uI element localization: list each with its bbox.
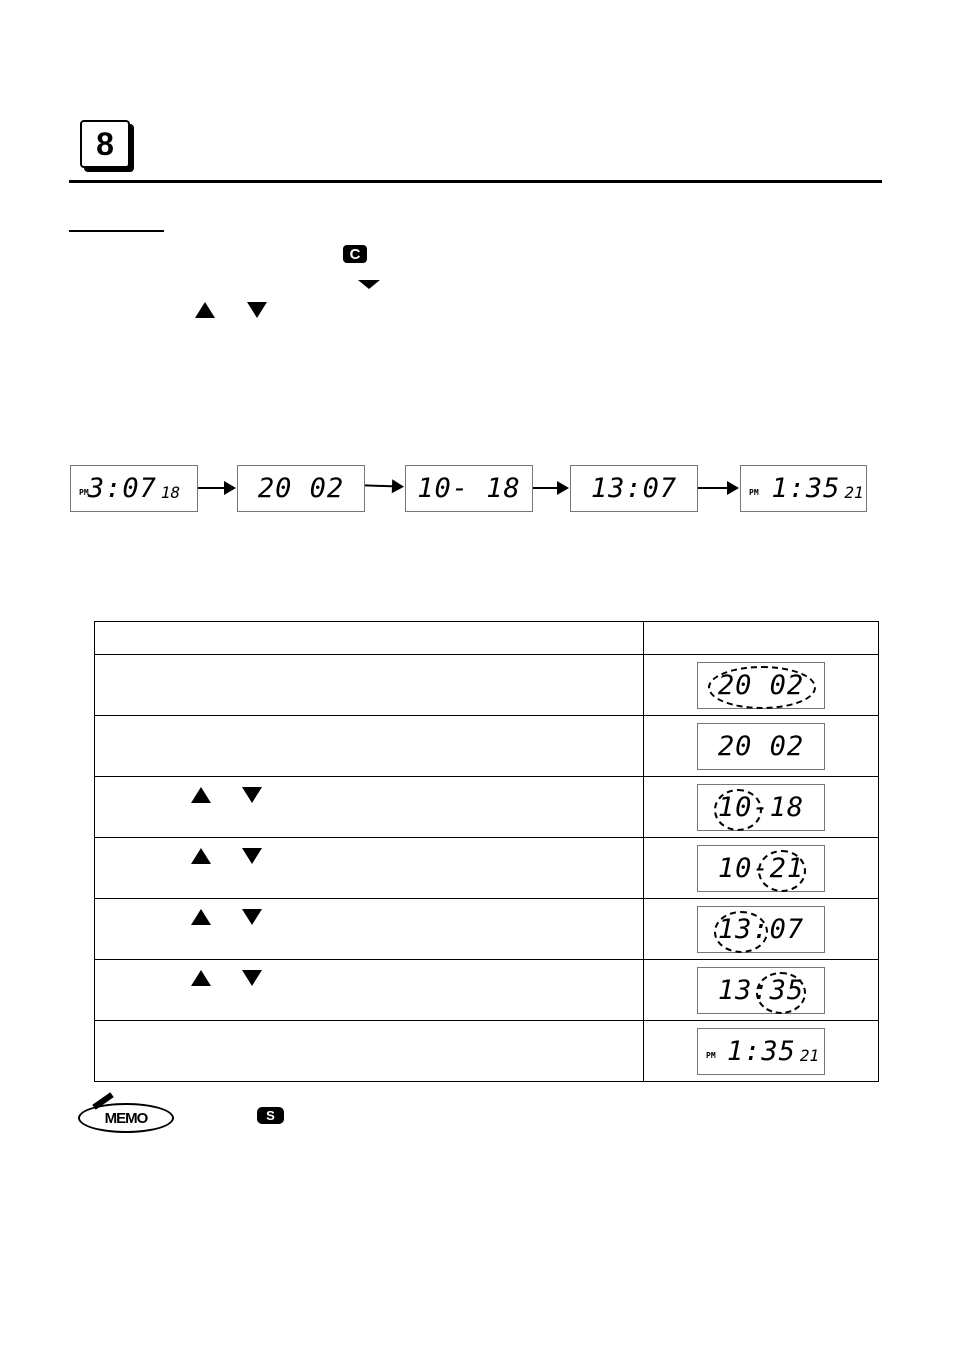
display-main: 13:35 <box>717 974 805 1006</box>
up-arrow-icon <box>191 970 211 986</box>
row-display <box>697 723 825 770</box>
display-cell <box>644 899 879 960</box>
pm-indicator: PM <box>706 1050 716 1060</box>
table-row <box>95 1021 879 1082</box>
header-display-cell <box>644 622 879 655</box>
down-arrow-icon <box>242 848 262 864</box>
display-cell <box>644 960 879 1021</box>
row-display <box>697 845 825 892</box>
memo-label: MEMO <box>104 1109 148 1127</box>
display-main: 13:07 <box>590 473 678 504</box>
display-cell <box>644 777 879 838</box>
blink-indicator <box>756 972 806 1014</box>
display-main: 10- 18 <box>417 473 521 504</box>
sequence-display-3 <box>405 465 533 512</box>
table-header-row <box>95 622 879 655</box>
operation-cell <box>95 655 644 716</box>
table-row <box>95 655 879 716</box>
pm-indicator: PM <box>749 488 759 497</box>
table-row <box>95 838 879 899</box>
row-display <box>697 662 825 709</box>
up-arrow-icon <box>195 302 215 318</box>
table-row <box>95 960 879 1021</box>
operation-cell <box>95 899 644 960</box>
display-seconds: 21 <box>799 1045 820 1065</box>
down-arrow-icon <box>242 787 262 803</box>
blink-indicator <box>714 789 762 831</box>
row-display <box>697 967 825 1014</box>
s-button-label: S <box>266 1108 275 1123</box>
display-cell <box>644 655 879 716</box>
table-row <box>95 716 879 777</box>
operation-cell <box>95 960 644 1021</box>
display-main: 1:35 <box>771 473 841 504</box>
up-arrow-icon <box>191 787 211 803</box>
c-button-icon <box>343 245 367 263</box>
blink-indicator <box>708 666 816 709</box>
blink-indicator <box>714 911 768 953</box>
display-main: 13:07 <box>717 913 805 945</box>
display-main: 20 02 <box>717 669 805 701</box>
display-main: 20 02 <box>717 730 805 762</box>
operation-cell <box>95 716 644 777</box>
display-seconds: 18 <box>160 483 181 502</box>
display-cell <box>644 838 879 899</box>
down-pointer-icon <box>358 280 380 289</box>
title-rule <box>69 180 882 183</box>
up-arrow-icon <box>191 848 211 864</box>
sequence-arrow <box>533 487 567 489</box>
row-display <box>697 784 825 831</box>
display-main: 3:07 <box>87 473 157 504</box>
s-button-icon <box>257 1107 284 1124</box>
c-button-label: C <box>349 245 361 263</box>
display-cell <box>644 716 879 777</box>
sequence-display-4 <box>570 465 698 512</box>
chapter-number-box <box>80 120 130 168</box>
down-arrow-icon <box>242 909 262 925</box>
display-main: 10-18 <box>717 791 805 823</box>
sequence-display-2 <box>237 465 365 512</box>
chapter-number: 8 <box>96 125 114 162</box>
sequence-arrow <box>365 484 402 487</box>
procedure-table <box>94 621 879 1082</box>
display-main: 1:35 <box>726 1035 796 1067</box>
table-row <box>95 899 879 960</box>
down-arrow-icon <box>247 302 267 318</box>
sequence-arrow <box>198 487 234 489</box>
display-main: 10-21 <box>717 852 805 884</box>
display-seconds: 21 <box>844 483 864 502</box>
down-arrow-icon <box>242 970 262 986</box>
up-arrow-icon <box>191 909 211 925</box>
section-heading-underline <box>69 230 164 232</box>
operation-cell <box>95 838 644 899</box>
sequence-arrow <box>698 487 737 489</box>
sequence-display-1 <box>70 465 198 512</box>
display-cell <box>644 1021 879 1082</box>
row-display <box>697 906 825 953</box>
memo-badge <box>78 1103 174 1133</box>
pm-indicator: PM <box>79 488 89 497</box>
operation-cell <box>95 1021 644 1082</box>
blink-indicator <box>758 850 806 892</box>
row-display <box>697 1028 825 1075</box>
operation-cell <box>95 777 644 838</box>
display-main: 20 02 <box>257 473 345 504</box>
sequence-display-5 <box>740 465 867 512</box>
table-row <box>95 777 879 838</box>
header-operation-cell <box>95 622 644 655</box>
